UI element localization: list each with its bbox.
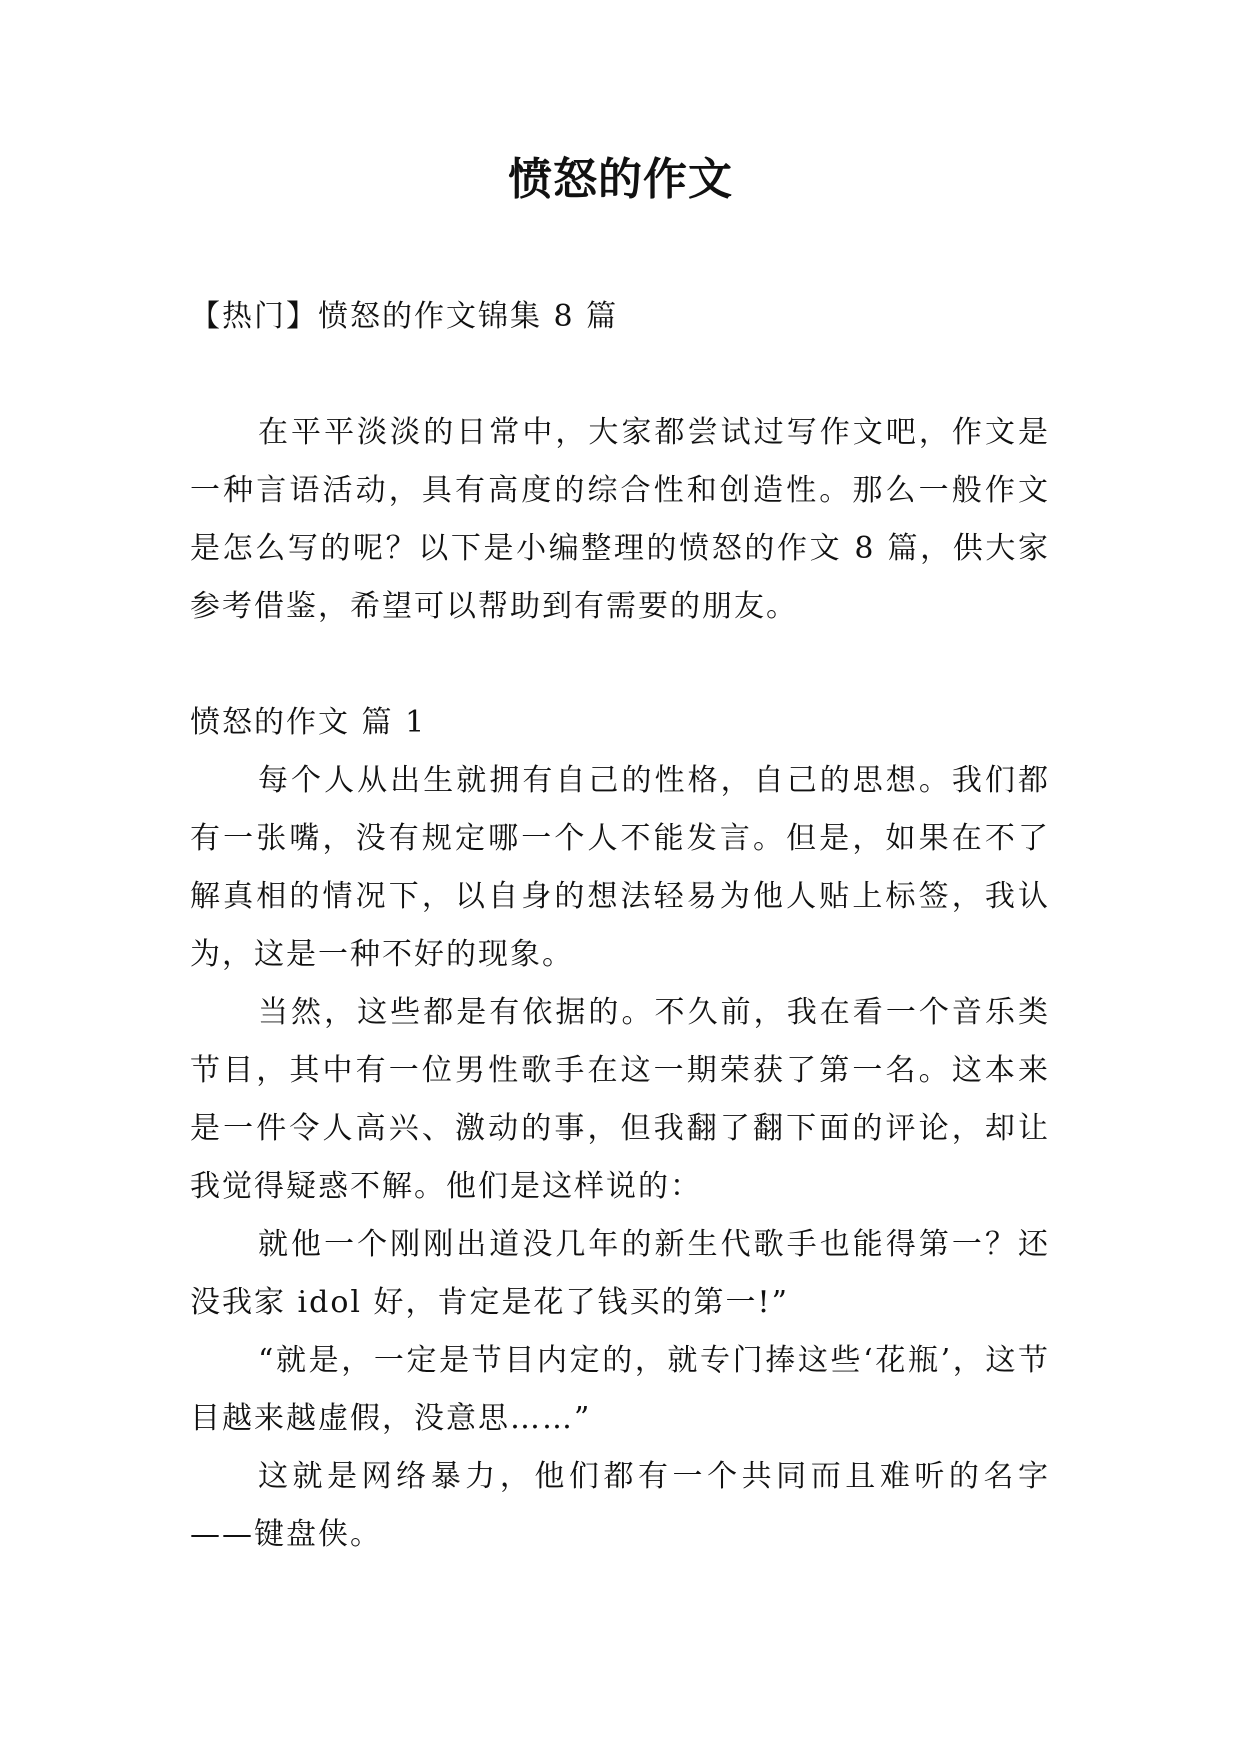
essay-paragraph-5: 这就是网络暴力，他们都有一个共同而且难听的名字——键盘侠。 [190, 1459, 1050, 1552]
essay-paragraph-2: 当然，这些都是有依据的。不久前，我在看一个音乐类节目，其中有一位男性歌手在这一期荣获了第一名。这本来是一件令人高兴、激动的事，但我翻了翻下面的评论，却让我觉得疑惑不解。他们是这样说的： [190, 995, 1050, 1204]
essay-paragraph-3: 就他一个刚刚出道没几年的新生代歌手也能得第一？还没我家 idol 好，肯定是花了钱买的第一!” [190, 1227, 1050, 1320]
document-title: 愤怒的作文 [508, 154, 733, 205]
intro-block [190, 404, 1050, 636]
section-heading: 愤怒的作文 篇 1 [190, 705, 427, 740]
essay-section [190, 694, 1050, 1564]
document-subtitle: 【热门】愤怒的作文锦集 8 篇 [190, 299, 619, 334]
essay-paragraph-4: “就是，一定是节目内定的，就专门捧这些‘花瓶’，这节目越来越虚假，没意思……” [190, 1343, 1050, 1436]
intro-paragraph: 在平平淡淡的日常中，大家都尝试过写作文吧，作文是一种言语活动，具有高度的综合性和创造性。那么一般作文是怎么写的呢？以下是小编整理的愤怒的作文 8 篇，供大家参考借鉴，希望可以帮助到有需要的朋友。 [190, 415, 1050, 624]
essay-paragraph-1: 每个人从出生就拥有自己的性格，自己的思想。我们都有一张嘴，没有规定哪一个人不能发言。但是，如果在不了解真相的情况下，以自身的想法轻易为他人贴上标签，我认为，这是一种不好的现象。 [190, 763, 1050, 972]
